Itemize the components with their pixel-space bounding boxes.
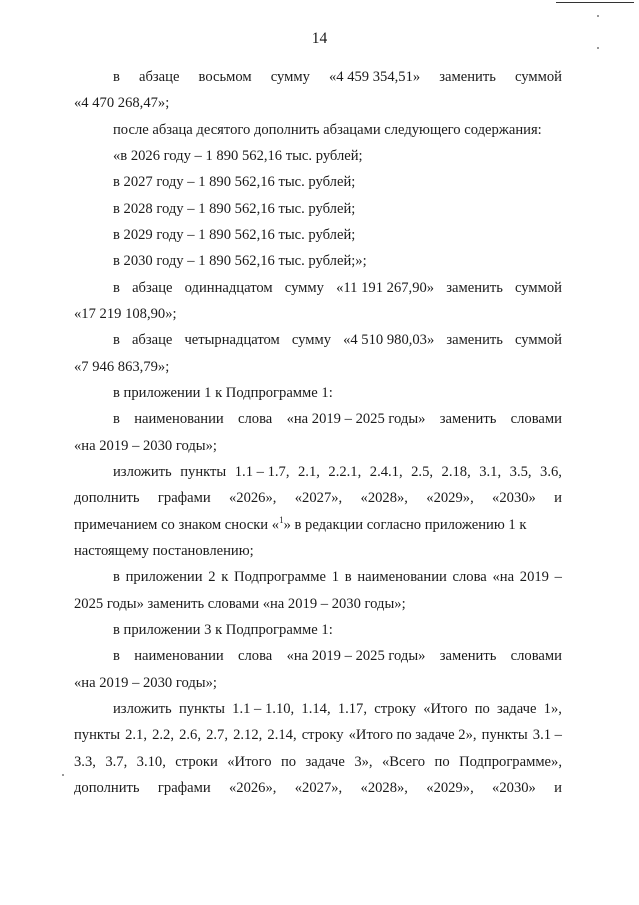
text-line: в абзаце восьмом сумму «4 459 354,51» заменить суммой: [113, 69, 562, 85]
text-line: настоящему постановлению;: [74, 543, 254, 559]
text-line: после абзаца десятого дополнить абзацами следующего содержания:: [113, 122, 542, 138]
text-line: «17 219 108,90»;: [74, 306, 177, 322]
text-line: 3.3, 3.7, 3.10, строки «Итого по задаче 3», «Всего по Подпрограмме»,: [74, 754, 562, 770]
text-line: «на 2019 – 2030 годы»;: [74, 438, 217, 454]
text-line: в наименовании слова «на 2019 – 2025 годы» заменить словами: [113, 648, 562, 664]
text-line: в приложении 3 к Подпрограмме 1:: [113, 622, 333, 638]
text-line: «4 470 268,47»;: [74, 95, 170, 111]
text-line: в 2030 году – 1 890 562,16 тыс. рублей;»;: [113, 253, 367, 269]
text-line: дополнить графами «2026», «2027», «2028», «2029», «2030» и: [74, 780, 562, 796]
footnote-mark: 1: [279, 515, 284, 526]
text-line: изложить пункты 1.1 – 1.7, 2.1, 2.2.1, 2.4.1, 2.5, 2.18, 3.1, 3.5, 3.6,: [113, 464, 562, 480]
text-line: в абзаце одиннадцатом сумму «11 191 267,90» заменить суммой: [113, 280, 562, 296]
page-number: 14: [311, 30, 328, 47]
text-line: в абзаце четырнадцатом сумму «4 510 980,03» заменить суммой: [113, 332, 562, 348]
top-edge-rule: [556, 2, 634, 3]
text-line: в приложении 1 к Подпрограмме 1:: [113, 385, 333, 401]
text-line: «7 946 863,79»;: [74, 359, 170, 375]
text-line: пункты 2.1, 2.2, 2.6, 2.7, 2.12, 2.14, строку «Итого по задаче 2», пункты 3.1 –: [74, 727, 562, 743]
text-line: в 2029 году – 1 890 562,16 тыс. рублей;: [113, 227, 356, 243]
text-line: в 2027 году – 1 890 562,16 тыс. рублей;: [113, 174, 356, 190]
text-line: «на 2019 – 2030 годы»;: [74, 675, 217, 691]
text-line: 2025 годы» заменить словами «на 2019 – 2030 годы»;: [74, 596, 406, 612]
text-line: «в 2026 году – 1 890 562,16 тыс. рублей;: [113, 148, 363, 164]
text-line: в приложении 2 к Подпрограмме 1 в наименовании слова «на 2019 –: [113, 569, 562, 585]
text-line: в наименовании слова «на 2019 – 2025 годы» заменить словами: [113, 411, 562, 427]
text-line: изложить пункты 1.1 – 1.10, 1.14, 1.17, строку «Итого по задаче 1»,: [113, 701, 562, 717]
scan-speck: [62, 774, 64, 776]
scan-speck: [597, 15, 599, 17]
text-line: в 2028 году – 1 890 562,16 тыс. рублей;: [113, 201, 356, 217]
text-line: дополнить графами «2026», «2027», «2028», «2029», «2030» и: [74, 490, 562, 506]
text-line-footnote: примечанием со знаком сноски «$^1$» в редакции согласно приложению 1 к: [74, 515, 527, 533]
